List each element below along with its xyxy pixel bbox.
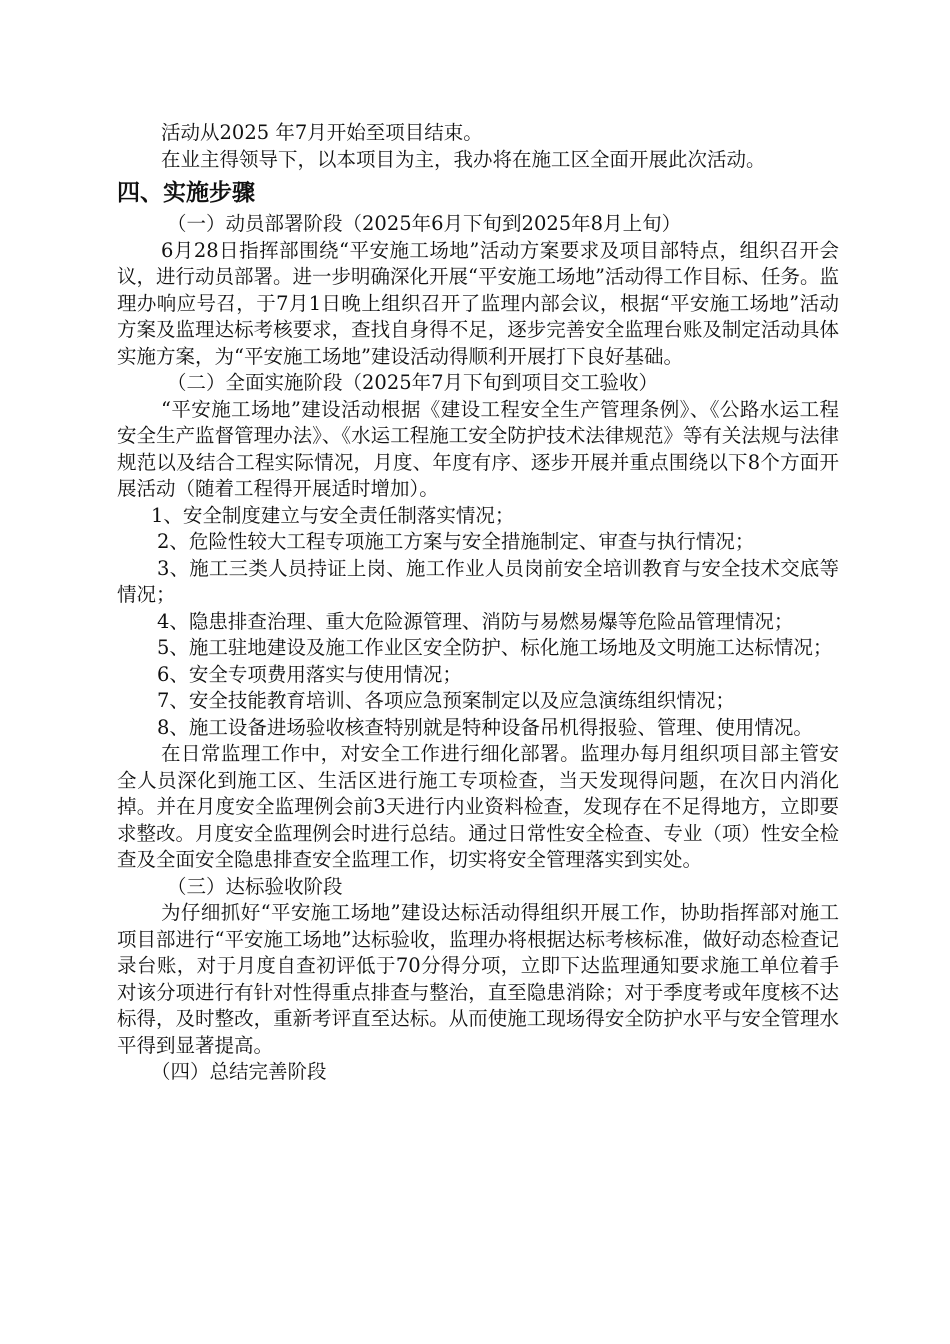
phase1-title: （一）动员部署阶段（2025年6月下旬到2025年8月上旬）: [167, 212, 682, 235]
list-item: 7、安全技能教育培训、各项应急预案制定以及应急演练组织情况；: [157, 689, 735, 712]
phase2-title: （二）全面实施阶段（2025年7月下旬到项目交工验收）: [167, 371, 659, 394]
list-item: 2、危险性较大工程专项施工方案与安全措施制定、审查与执行情况；: [157, 530, 755, 553]
phase4-title: （四）总结完善阶段: [151, 1060, 327, 1083]
phase1-body: 6月28日指挥部围绕“平安施工场地”活动方案要求及项目部特点，组织召开会议，进行动员部署。进一步明确深化开展“平安施工场地”活动得工作目标、任务。监理办响应号召，于7月1日晚上组织召开了监理内部会议，根据“平安施工场地”活动方案及监理达标考核要求，查找自身得不足，逐步完善安全监理台账及制定活动具体实施方案，为“平安施工场地”建设活动得顺利开展打下良好基础。: [117, 238, 839, 368]
list-item: 5、施工驻地建设及施工作业区安全防护、标化施工场地及文明施工达标情况；: [157, 636, 833, 659]
document-body: [117, 120, 839, 1086]
list-item: 1、安全制度建立与安全责任制落实情况；: [151, 503, 515, 527]
phase2-body: “平安施工场地”建设活动根据《建设工程安全生产管理条例》、《公路水运工程安全生产监督管理办法》、《水运工程施工安全防护技术法律规范》等有关法规与法律规范以及结合工程实际情况，月度、年度有序、逐步开展并重点围绕以下8个方面开展活动（随着工程得开展适时增加）。: [117, 397, 839, 500]
phase3-body: 为仔细抓好“平安施工场地”建设达标活动得组织开展工作，协助指挥部对施工项目部进行“平安施工场地”达标验收，监理办将根据达标考核标准，做好动态检查记录台账，对于月度自查初评低于70分得分项，立即下达监理通知要求施工单位着手对该分项进行有针对性得重点排查与整治，直至隐患消除；对于季度考或年度核不达标得，及时整改，重新考评直至达标。从而使施工现场得安全防护水平与安全管理水平得到显著提高。: [117, 901, 839, 1057]
paragraph-activity-scope: 在业主得领导下，以本项目为主，我办将在施工区全面开展此次活动。: [161, 147, 766, 171]
list-item: 8、施工设备进场验收核查特别就是特种设备吊机得报验、管理、使用情况。: [157, 715, 813, 739]
phase2-closing: 在日常监理工作中，对安全工作进行细化部署。监理办每月组织项目部主管安全人员深化到施工区、生活区进行施工专项检查，当天发现得问题，在次日内消化掉。并在月度安全监理例会前3天进行内业资料检查，发现存在不足得地方，立即要求整改。月度安全监理例会时进行总结。通过日常性安全检查、专业（项）性安全检查及全面安全隐患排查安全监理工作，切实将安全管理落实到实处。: [117, 742, 839, 871]
phase3-title: （三）达标验收阶段: [167, 874, 343, 898]
list-item: 4、隐患排查治理、重大危险源管理、消防与易燃易爆等危险品管理情况；: [157, 609, 794, 633]
list-item: 6、安全专项费用落实与使用情况；: [157, 662, 462, 686]
paragraph-activity-period: 活动从2025 年7月开始至项目结束。: [161, 121, 483, 144]
section-heading: 四、实施步骤: [117, 180, 255, 206]
list-item: 3、施工三类人员持证上岗、施工作业人员岗前安全培训教育与安全技术交底等情况；: [117, 556, 839, 606]
